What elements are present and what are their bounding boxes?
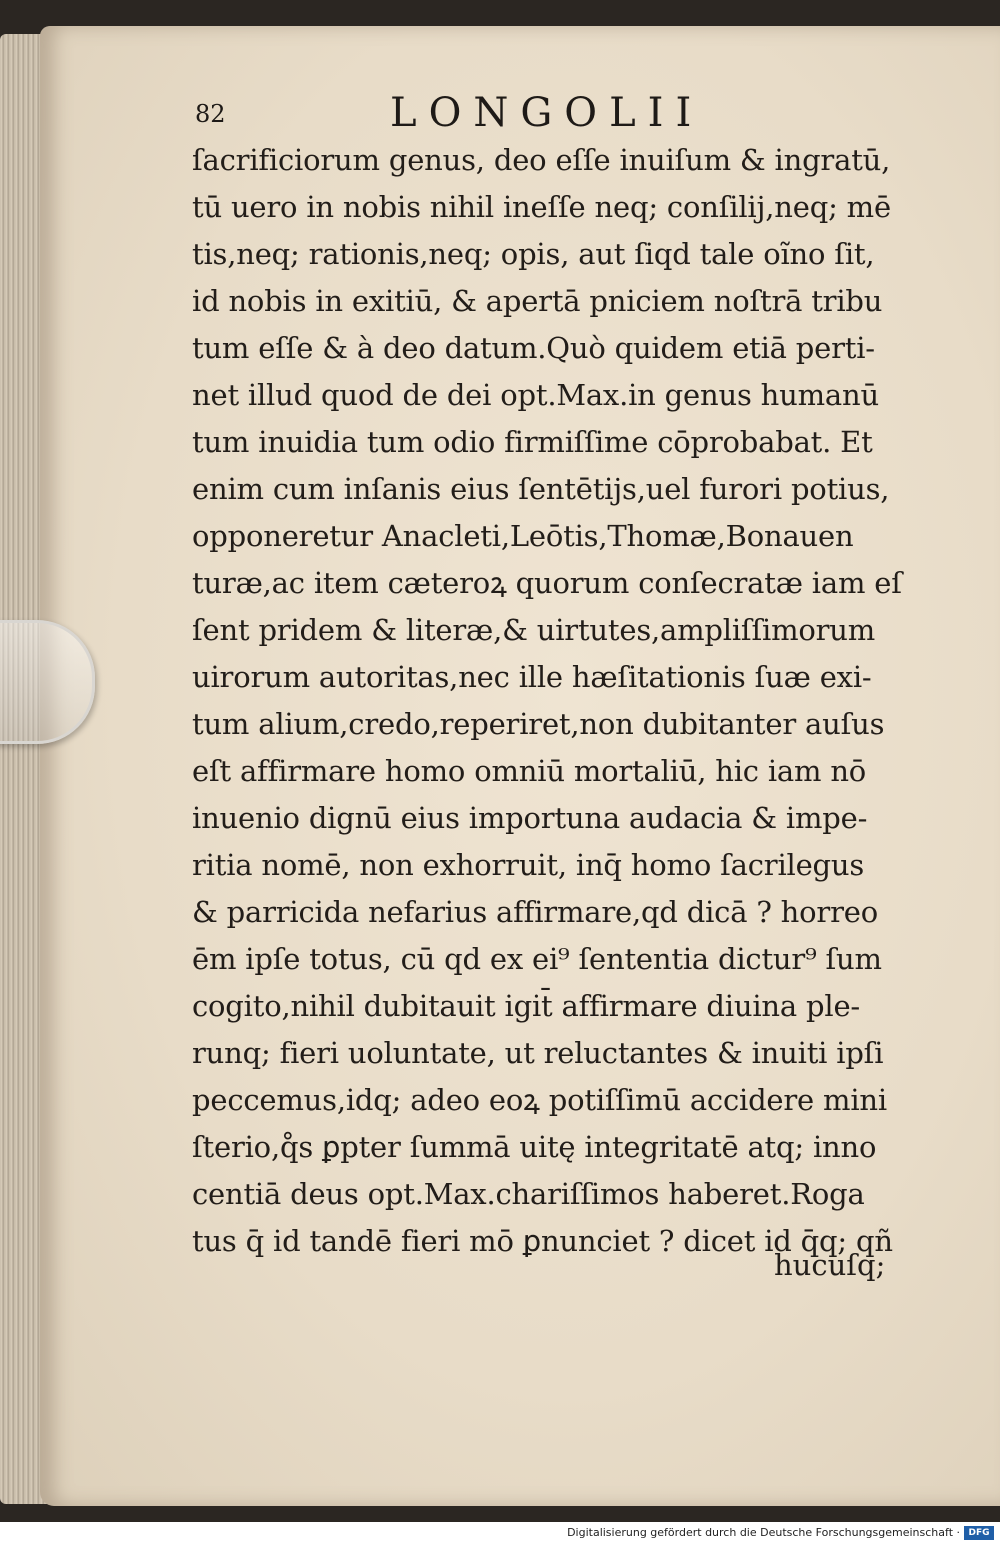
text-line: ēm ipſe totus, cū qd ex ei⁹ ſententia dictur⁹ ſum: [192, 942, 882, 976]
text-line: centiā deus opt.Max.chariſſimos haberet.Roga: [192, 1177, 865, 1211]
text-line: ſterio,q̊s ꝑpter ſummā uitę integritatē atq; inno: [192, 1130, 877, 1164]
text-line: tum alium,credo,reperiret,non dubitanter auſus: [192, 707, 885, 741]
text-line: & parricida nefarius affirmare,qd dicā ? horreo: [192, 895, 878, 929]
text-line: cogito,nihil dubitauit igit̄ affirmare diuina ple-: [192, 989, 861, 1023]
text-line: tum eſſe & à deo datum.Quò quidem etiā perti-: [192, 331, 875, 365]
text-line: net illud quod de dei opt.Max.in genus humanū: [192, 378, 879, 412]
footer-bar: [0, 1522, 1000, 1545]
text-line: tis,neq; rationis,neq; opis, aut ſiqd tale oĩno ſit,: [192, 237, 875, 271]
text-line: turæ,ac item cæteroꝝ quorum conſecratæ iam eſ: [192, 566, 902, 600]
page-number: 82: [195, 100, 226, 128]
text-line: tū uero in nobis nihil ineſſe neq; conſilij,neq; mē: [192, 190, 891, 224]
text-line: ſent pridem & literæ,& uirtutes,ampliſſimorum: [192, 613, 876, 647]
text-line: uirorum autoritas,nec ille hæſitationis ſuæ exi-: [192, 660, 872, 694]
text-line: tum inuidia tum odio firmiſſime cōprobabat. Et: [192, 425, 873, 459]
text-line: enim cum inſanis eius ſentētijs,uel furori potius,: [192, 472, 890, 506]
footer-credit: Digitalisierung gefördert durch die Deutsche Forschungsgemeinschaft ·: [567, 1526, 960, 1539]
dfg-logo: DFG: [964, 1526, 994, 1540]
text-line: id nobis in exitiū, & apertā pniciem noſtrā tribu: [192, 284, 883, 318]
text-line: inuenio dignū eius importuna audacia & impe-: [192, 801, 868, 835]
text-line: runq; fieri uoluntate, ut reluctantes & inuiti ipſi: [192, 1036, 884, 1070]
text-line: eſt affirmare homo omniū mortaliū, hic iam nō: [192, 754, 867, 788]
text-line: peccemus,idq; adeo eoꝝ potiſſimū accidere mini: [192, 1083, 887, 1117]
body-text: [192, 137, 902, 1265]
text-line: opponeretur Anacleti,Leōtis,Thomæ,Bonauen: [192, 519, 854, 553]
catchword: hucuſq;: [774, 1248, 886, 1282]
text-line: ritia nomē, non exhorruit, inq̄ homo ſacrilegus: [192, 848, 865, 882]
text-line: ſacrificiorum genus, deo eſſe inuiſum & ingratū,: [192, 143, 891, 177]
text-line: tus q̄ id tandē fieri mō ꝑnunciet ? dicet id q̄q; qñ: [192, 1224, 893, 1258]
running-head: LONGOLII: [390, 90, 704, 136]
